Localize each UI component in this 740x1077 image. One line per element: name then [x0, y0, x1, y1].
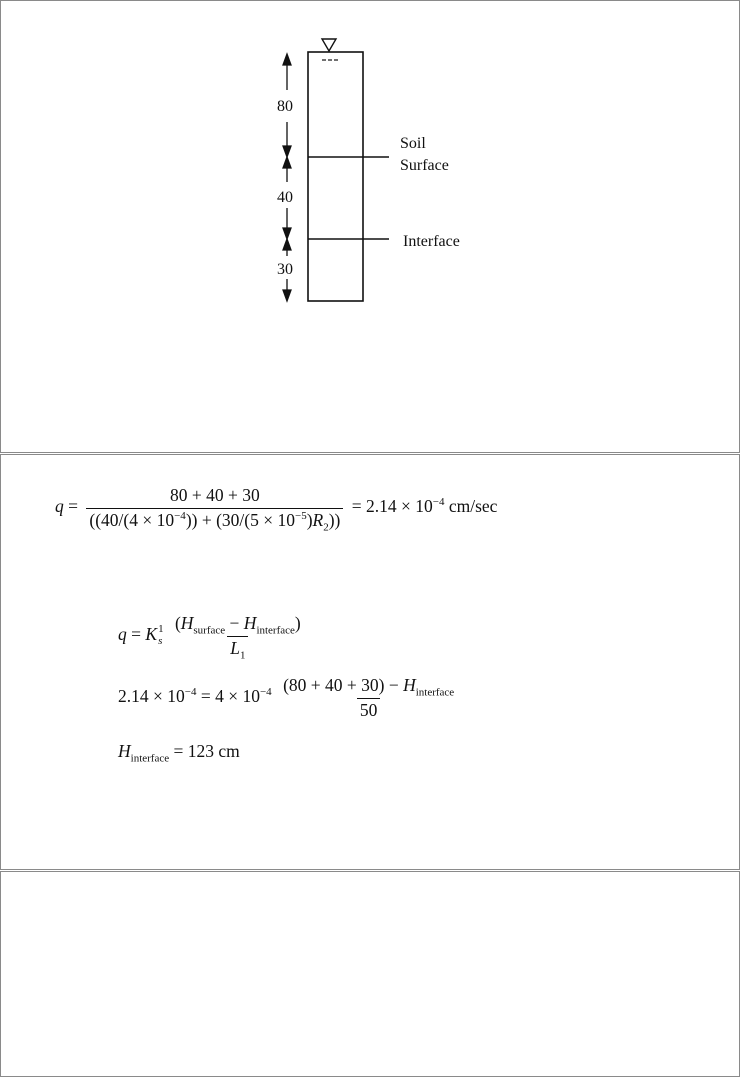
eq3-coefficient: = $4 \times 10^{-4}$ — [200, 686, 272, 707]
interface-label: Interface — [403, 233, 460, 250]
equation-flux — [55, 485, 498, 533]
equation-substitution — [118, 677, 461, 719]
soil-label-line1: Soil — [400, 135, 426, 152]
eq3-numerator: $(80 + 40 + 30) - H_{interface}$ — [283, 675, 455, 699]
eq1-fraction — [86, 485, 343, 533]
figure-panel — [0, 0, 740, 453]
eq1-denominator: $((40/(4 \times 10^{-4})) + (30/(5 \times 10^{-5})R_2))$ — [86, 508, 343, 530]
soil-column-diagram — [1, 1, 739, 452]
soil-column — [308, 52, 363, 301]
eq1-lhs: q — [55, 496, 64, 517]
eq2-lhs: q — [118, 624, 127, 645]
eq4-value: = 123 cm — [173, 741, 240, 761]
equation-result — [118, 741, 240, 765]
eq1-numerator: 80 + 40 + 30 — [170, 485, 260, 505]
eq2-denominator: $L_1$ — [227, 636, 248, 658]
dimension-label-bottom: 30 — [277, 261, 293, 278]
eq4-variable: $H_{interface}$ — [118, 741, 170, 765]
eq2-equals: = — [131, 624, 141, 645]
eq2-fraction — [172, 613, 304, 661]
eq2-numerator: $(H_{surface} - H_{interface})$ — [174, 613, 301, 637]
empty-panel — [0, 871, 740, 1077]
eq3-denominator: 50 — [357, 698, 381, 720]
dimension-label-top: 80 — [277, 98, 293, 115]
eq3-fraction — [280, 677, 457, 719]
eq1-result: = $2.14 \times 10^{-4}$ cm/sec — [351, 496, 498, 517]
water-level-icon — [322, 39, 338, 60]
equations-panel — [0, 454, 740, 870]
soil-label-line2: Surface — [400, 157, 449, 174]
eq3-lhs: $2.14 \times 10^{-4}$ — [118, 686, 197, 707]
eq2-coefficient: K 1 s — [145, 623, 164, 647]
dimension-label-middle: 40 — [277, 189, 293, 206]
eq1-equals: = — [68, 496, 78, 517]
equation-darcy — [118, 613, 308, 661]
